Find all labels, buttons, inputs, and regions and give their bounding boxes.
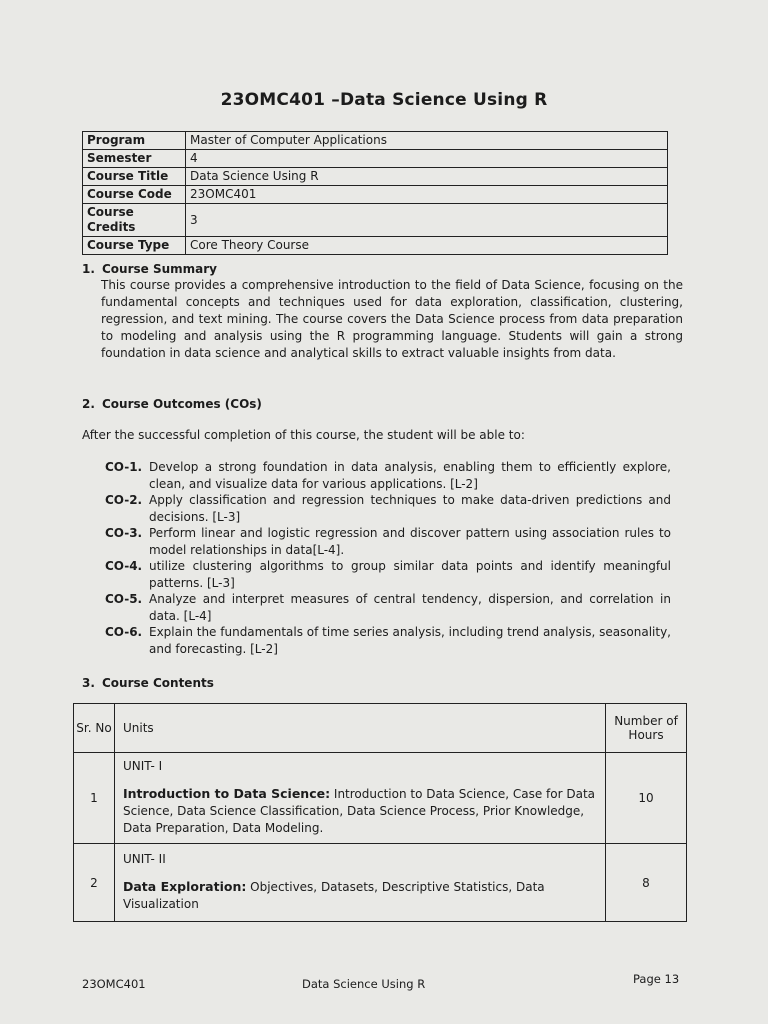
outcome-label: CO-5. bbox=[105, 592, 143, 606]
course-summary-text: This course provides a comprehensive introduction to the field of Data Science, focusing on the fundamental concepts and techniques used for data exploration, classification, clustering, regression, and text mining. The course covers the Data Science process from data preparation to modeling and analysis using the R programming language. Students will gain a strong foundation in data science and analytical skills to extract valuable insights from data. bbox=[101, 278, 683, 360]
table-row bbox=[74, 844, 687, 922]
footer-course-title: Data Science Using R bbox=[302, 977, 426, 991]
section-number: 2. bbox=[82, 397, 95, 411]
unit-topic: Data Exploration: bbox=[123, 879, 247, 894]
info-value: 3 bbox=[186, 204, 668, 237]
outcome-text: Perform linear and logistic regression and discover pattern using association rules to model relationships in data[L-4]. bbox=[149, 526, 671, 557]
outcome-item bbox=[105, 525, 671, 558]
info-key: Course Credits bbox=[83, 204, 186, 237]
row-sr-no: 1 bbox=[74, 753, 115, 844]
header-sr-no: Sr. No bbox=[74, 704, 115, 753]
footer-page-number: Page 13 bbox=[633, 972, 680, 986]
unit-topics-list: Objectives, Datasets, Descriptive Statistics, Data Visualization bbox=[123, 880, 545, 911]
course-outcomes-list bbox=[105, 459, 671, 657]
section-heading-contents bbox=[82, 676, 214, 690]
unit-label: UNIT- II bbox=[123, 852, 166, 866]
section-heading-summary bbox=[82, 262, 217, 276]
info-row bbox=[83, 168, 668, 186]
info-row bbox=[83, 237, 668, 255]
outcome-item bbox=[105, 591, 671, 624]
info-value: 23OMC401 bbox=[186, 186, 668, 204]
section-title: Course Outcomes (COs) bbox=[102, 397, 262, 411]
outcomes-intro: After the successful completion of this course, the student will be able to: bbox=[82, 428, 525, 442]
row-unit-cell bbox=[115, 844, 606, 922]
row-unit-cell bbox=[115, 753, 606, 844]
outcome-label: CO-4. bbox=[105, 559, 143, 573]
info-value: Data Science Using R bbox=[186, 168, 668, 186]
row-sr-no: 2 bbox=[74, 844, 115, 922]
table-row bbox=[74, 753, 687, 844]
outcome-text: Develop a strong foundation in data analysis, enabling them to efficiently explore, clean, and visualize data for various applications. [L-2] bbox=[149, 460, 671, 491]
unit-description bbox=[123, 785, 597, 837]
section-number: 3. bbox=[82, 676, 95, 690]
footer-course-code: 23OMC401 bbox=[82, 977, 146, 991]
section-title: Course Contents bbox=[102, 676, 214, 690]
info-row bbox=[83, 186, 668, 204]
section-heading-outcomes bbox=[82, 397, 262, 411]
outcome-item bbox=[105, 459, 671, 492]
row-hours: 8 bbox=[606, 844, 687, 922]
outcome-label: CO-3. bbox=[105, 526, 143, 540]
header-units: Units bbox=[115, 704, 606, 753]
info-value: Master of Computer Applications bbox=[186, 132, 668, 150]
row-hours: 10 bbox=[606, 753, 687, 844]
info-key: Course Type bbox=[83, 237, 186, 255]
info-value: Core Theory Course bbox=[186, 237, 668, 255]
unit-topic: Introduction to Data Science: bbox=[123, 786, 331, 801]
info-value: 4 bbox=[186, 150, 668, 168]
outcome-text: Apply classification and regression techniques to make data-driven predictions and decisions. [L-3] bbox=[149, 493, 671, 524]
unit-topics-list: Introduction to Data Science, Case for Data Science, Data Science Classification, Data Science Process, Prior Knowledge, Data Preparation, Data Modeling. bbox=[123, 787, 596, 835]
unit-label: UNIT- I bbox=[123, 759, 163, 773]
outcome-label: CO-1. bbox=[105, 460, 143, 474]
section-title: Course Summary bbox=[102, 262, 218, 276]
info-key: Course Code bbox=[83, 186, 186, 204]
info-row bbox=[83, 132, 668, 150]
header-hours: Number of Hours bbox=[606, 704, 687, 753]
outcome-label: CO-2. bbox=[105, 493, 143, 507]
outcome-text: Explain the fundamentals of time series analysis, including trend analysis, seasonality, and forecasting. [L-2] bbox=[149, 625, 671, 656]
outcome-item bbox=[105, 624, 671, 657]
outcome-text: Analyze and interpret measures of central tendency, dispersion, and correlation in data. [L-4] bbox=[149, 592, 671, 623]
outcome-text: utilize clustering algorithms to group similar data points and identify meaningful patterns. [L-3] bbox=[149, 559, 671, 590]
page-title: 23OMC401 –Data Science Using R bbox=[220, 90, 548, 110]
info-key: Semester bbox=[83, 150, 186, 168]
info-row bbox=[83, 204, 668, 237]
info-key: Course Title bbox=[83, 168, 186, 186]
info-row bbox=[83, 150, 668, 168]
section-number: 1. bbox=[82, 262, 95, 276]
outcome-label: CO-6. bbox=[105, 625, 143, 639]
outcome-item bbox=[105, 492, 671, 525]
info-key: Program bbox=[83, 132, 186, 150]
table-header-row bbox=[74, 704, 687, 753]
course-contents-table bbox=[73, 703, 687, 922]
outcome-item bbox=[105, 558, 671, 591]
unit-description bbox=[123, 878, 597, 913]
course-info-table bbox=[82, 131, 668, 255]
